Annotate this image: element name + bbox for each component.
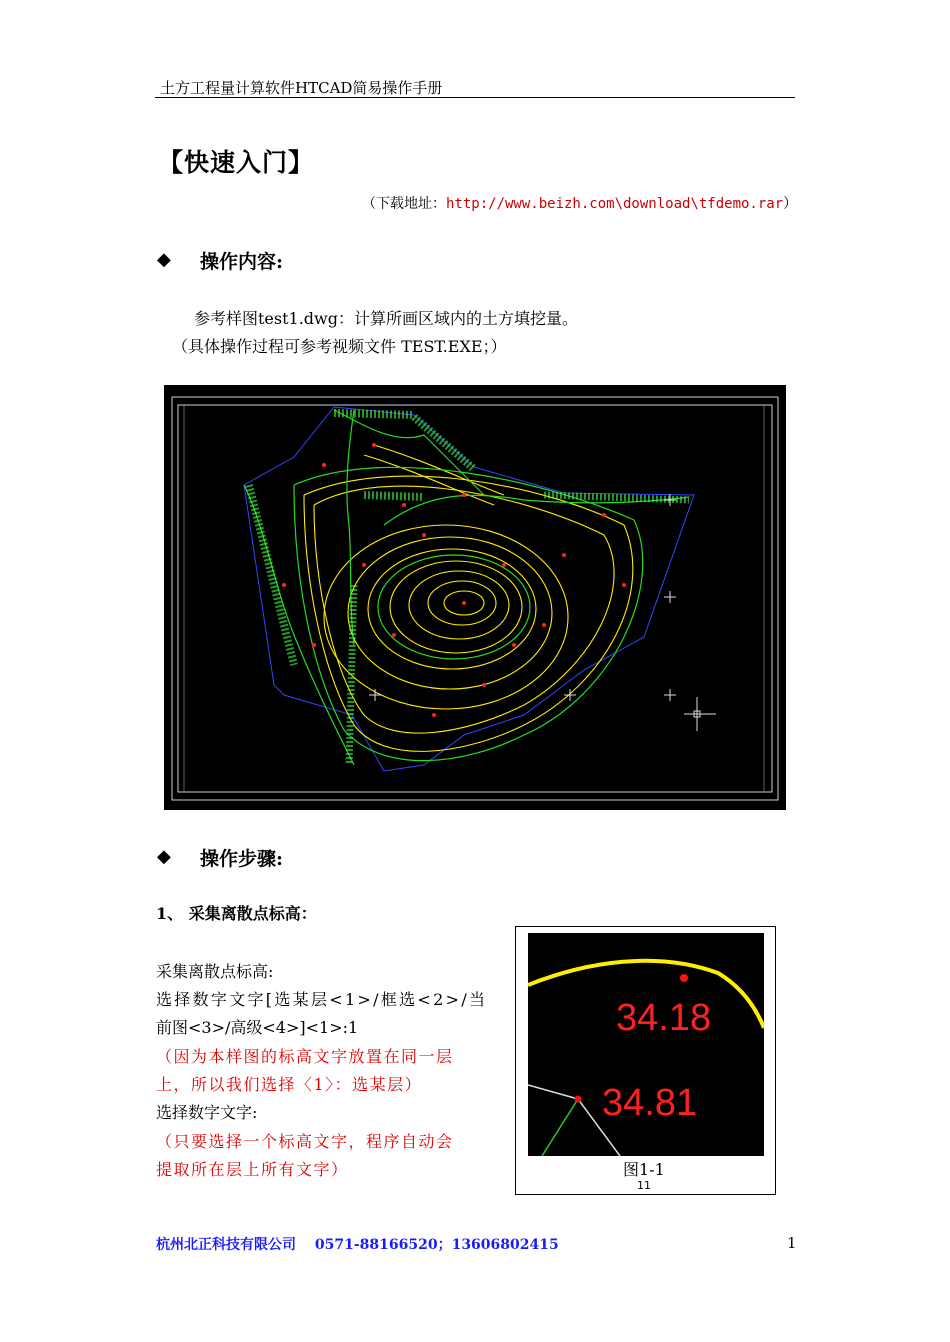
download-link[interactable]: http://www.beizh.com\download\tfdemo.rar bbox=[446, 196, 784, 212]
step-1-title: 1、 采集离散点标高： bbox=[156, 904, 317, 923]
download-line bbox=[362, 193, 797, 213]
page-number: 1 bbox=[787, 1234, 797, 1252]
intro-line-1: 参考样图test1.dwg：计算所画区域内的土方填挖量。 bbox=[194, 309, 578, 328]
figure-1-1-image bbox=[528, 933, 764, 1156]
figure-caption: 图1-1 bbox=[623, 1160, 665, 1179]
download-prefix: （下载地址： bbox=[362, 196, 446, 212]
intro-line-2: （具体操作过程可参考视频文件 TEST.EXE；） bbox=[172, 337, 507, 356]
footer-company: 杭州北正科技有限公司 0571-88166520；13606802415 bbox=[156, 1237, 559, 1253]
figure-sub-label: 11 bbox=[637, 1179, 651, 1192]
step-1-line-1: 采集离散点标高: bbox=[156, 962, 274, 981]
step-1-note-1b: 上，所以我们选择〈1〉：选某层） bbox=[156, 1075, 423, 1094]
section-heading-steps: 操作步骤: bbox=[200, 848, 284, 870]
step-1-line-4: 选择数字文字: bbox=[156, 1103, 258, 1122]
step-1-line-2: 选择数字文字[选某层<1>/框选<2>/当 bbox=[156, 990, 488, 1009]
step-1-note-1a: （因为本样图的标高文字放置在同一层 bbox=[156, 1047, 454, 1066]
section-heading-content: 操作内容: bbox=[200, 251, 284, 273]
step-1-note-2a: （只要选择一个标高文字，程序自动会 bbox=[156, 1132, 454, 1151]
header-title: 土方工程量计算软件HTCAD简易操作手册 bbox=[160, 79, 443, 97]
figure-svg bbox=[528, 933, 764, 1156]
elevation-label-1: 34.18 bbox=[616, 997, 712, 1039]
bullet-diamond-icon: ◆ bbox=[157, 249, 171, 270]
header-divider bbox=[155, 97, 795, 98]
download-suffix: ） bbox=[783, 196, 798, 212]
contour-map-image bbox=[164, 385, 786, 810]
contour-map-svg bbox=[164, 385, 786, 810]
page-title: 【快速入门】 bbox=[158, 148, 315, 177]
elevation-label-2: 34.81 bbox=[602, 1082, 698, 1124]
step-1-note-2b: 提取所在层上所有文字） bbox=[156, 1160, 349, 1179]
step-1-line-3: 前图<3>/高级<4>]<1>:1 bbox=[156, 1018, 359, 1037]
bullet-diamond-icon: ◆ bbox=[157, 846, 171, 867]
